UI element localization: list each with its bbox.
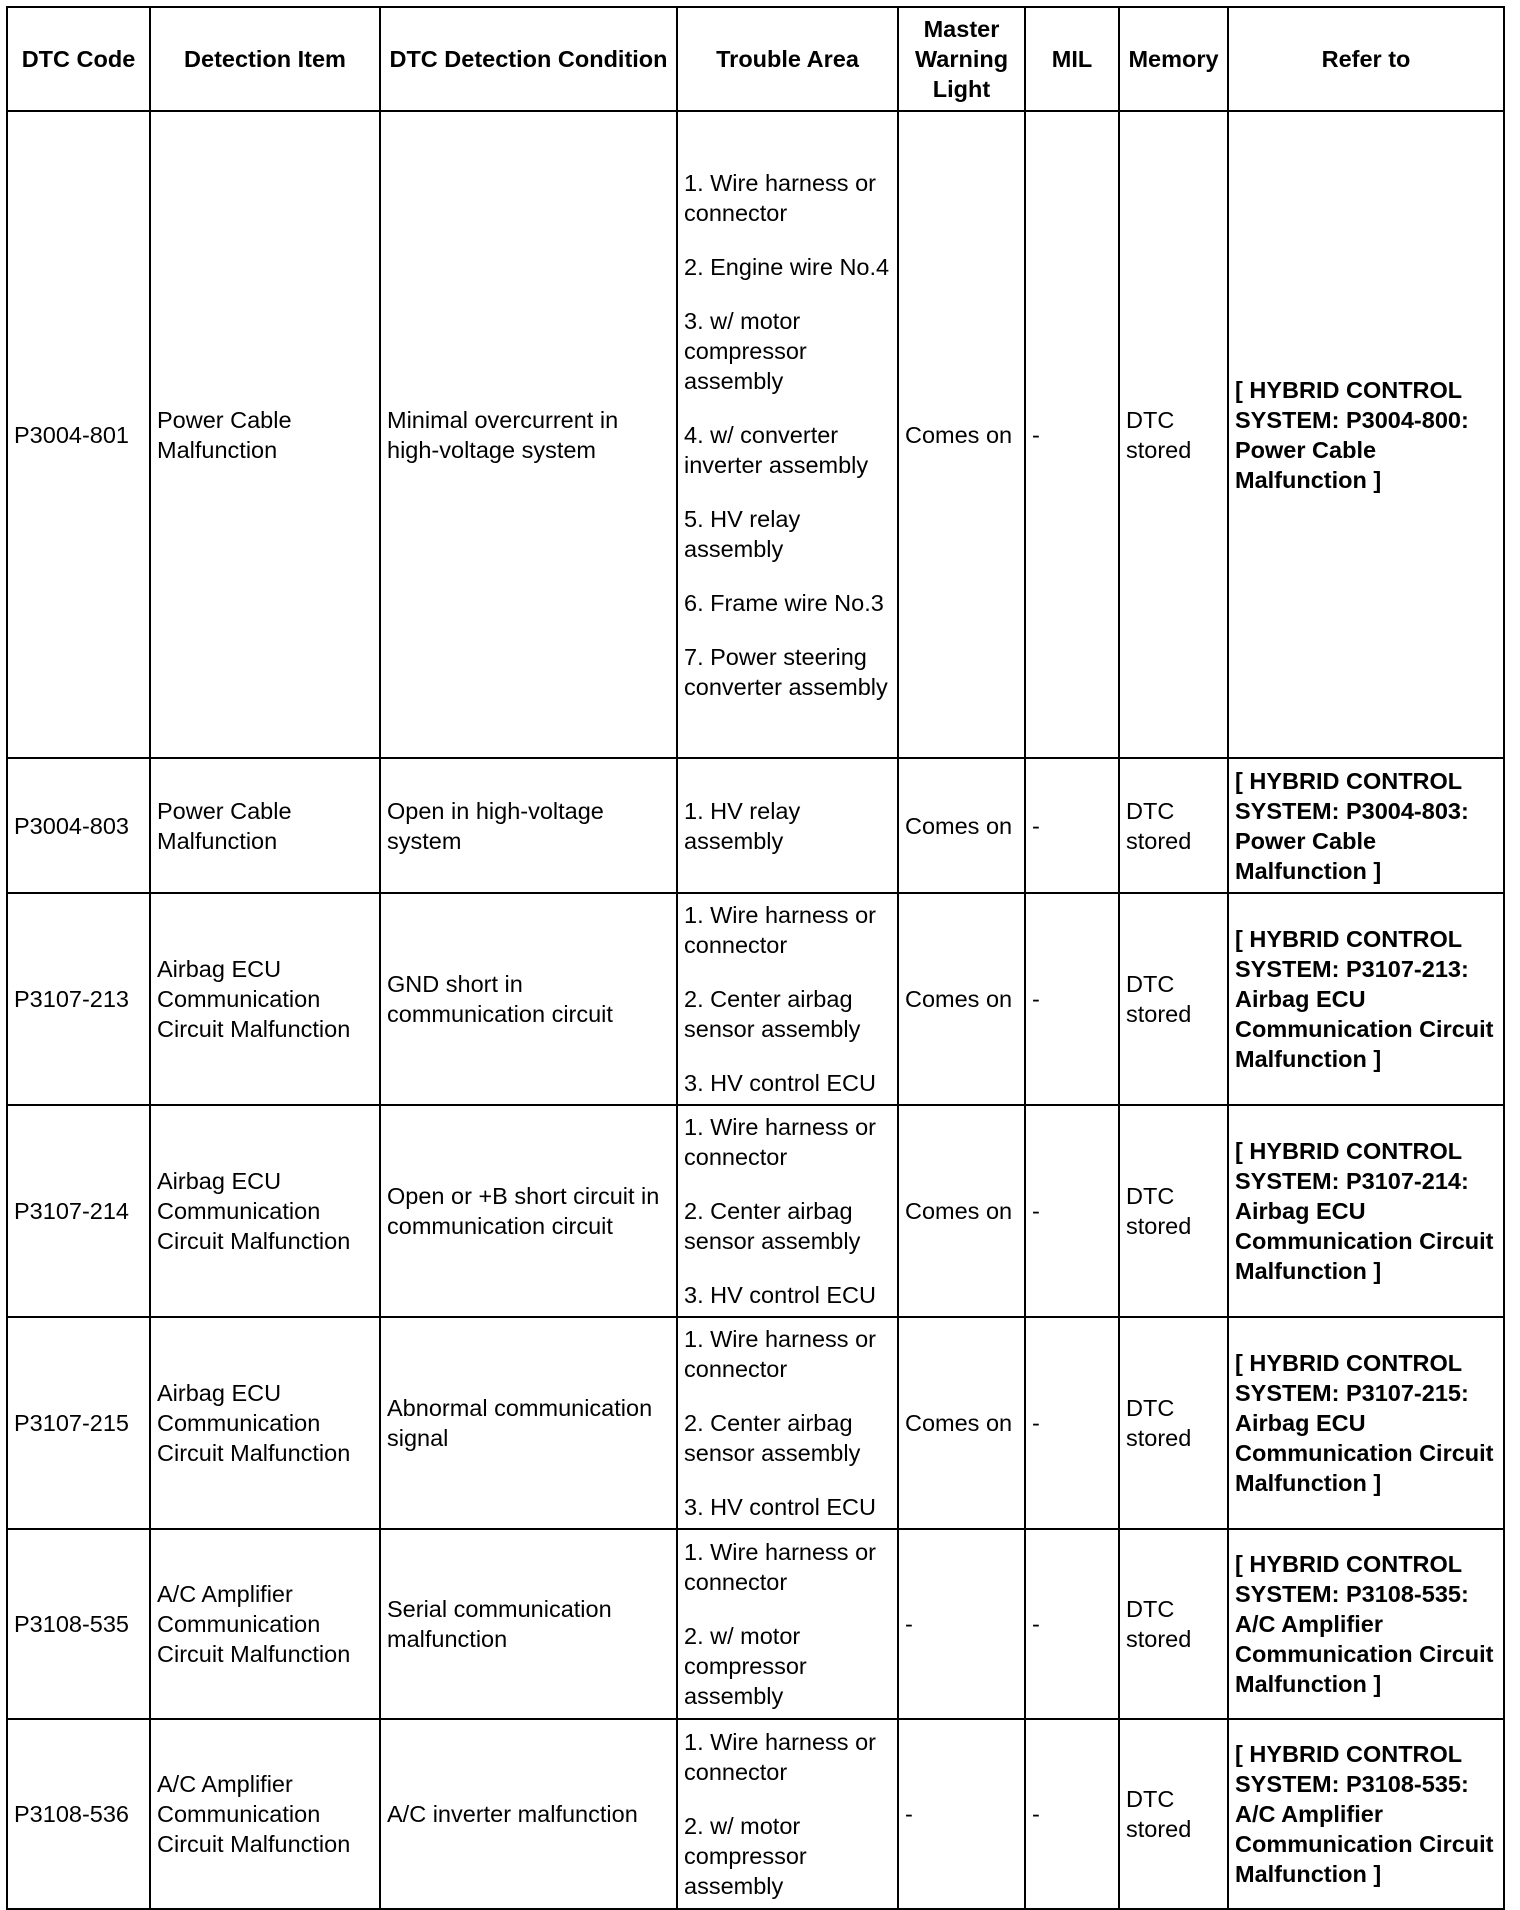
refer-to-cell: [ HYBRID CONTROL SYSTEM: P3108-535: A/C Amplifier Communication Circuit Malfunction ] bbox=[1228, 1529, 1504, 1719]
detection-condition-cell: Open or +B short circuit in communication circuit bbox=[380, 1105, 677, 1317]
dtc-table bbox=[6, 6, 1505, 1910]
mil-cell: - bbox=[1025, 893, 1119, 1105]
memory-cell: DTC stored bbox=[1119, 1105, 1228, 1317]
trouble-area-cell bbox=[677, 1105, 898, 1317]
trouble-area-item: 3. w/ motor compressor assembly bbox=[684, 307, 807, 394]
trouble-area-item: 1. Wire harness or connector bbox=[684, 169, 876, 226]
dtc-code-cell: P3108-536 bbox=[7, 1719, 150, 1909]
mil-cell: - bbox=[1025, 1719, 1119, 1909]
header-detection-item: Detection Item bbox=[150, 7, 380, 111]
detection-item-cell: Power Cable Malfunction bbox=[150, 111, 380, 758]
dtc-code-cell: P3107-214 bbox=[7, 1105, 150, 1317]
dtc-code-cell: P3107-213 bbox=[7, 893, 150, 1105]
detection-item-cell: Power Cable Malfunction bbox=[150, 758, 380, 893]
trouble-area-item: 1. Wire harness or connector bbox=[684, 1326, 876, 1382]
table-row bbox=[7, 1529, 1504, 1719]
detection-item-cell: A/C Amplifier Communication Circuit Malfunction bbox=[150, 1529, 380, 1719]
detection-item-cell: Airbag ECU Communication Circuit Malfunction bbox=[150, 893, 380, 1105]
trouble-area-cell bbox=[677, 758, 898, 893]
table-row bbox=[7, 1719, 1504, 1909]
trouble-area-item: 2. Center airbag sensor assembly bbox=[684, 1410, 861, 1466]
detection-item-cell: A/C Amplifier Communication Circuit Malfunction bbox=[150, 1719, 380, 1909]
memory-cell: DTC stored bbox=[1119, 111, 1228, 758]
refer-to-cell: [ HYBRID CONTROL SYSTEM: P3107-215: Airbag ECU Communication Circuit Malfunction ] bbox=[1228, 1317, 1504, 1529]
dtc-code-cell: P3004-801 bbox=[7, 111, 150, 758]
trouble-area-item: 1. Wire harness or connector bbox=[684, 902, 876, 958]
refer-to-cell: [ HYBRID CONTROL SYSTEM: P3107-213: Airbag ECU Communication Circuit Malfunction ] bbox=[1228, 893, 1504, 1105]
trouble-area-item: 1. HV relay assembly bbox=[684, 797, 801, 854]
dtc-code-cell: P3107-215 bbox=[7, 1317, 150, 1529]
trouble-area-item: 2. Center airbag sensor assembly bbox=[684, 1198, 861, 1254]
master-warning-light-cell: Comes on bbox=[898, 1317, 1025, 1529]
mil-cell: - bbox=[1025, 758, 1119, 893]
trouble-area-item: 2. w/ motor compressor assembly bbox=[684, 1623, 807, 1709]
memory-cell: DTC stored bbox=[1119, 1317, 1228, 1529]
header-memory: Memory bbox=[1119, 7, 1228, 111]
trouble-area-item: 3. HV control ECU bbox=[684, 1282, 876, 1308]
table-row bbox=[7, 758, 1504, 893]
trouble-area-item: 5. HV relay assembly bbox=[684, 505, 801, 562]
detection-item-cell: Airbag ECU Communication Circuit Malfunction bbox=[150, 1105, 380, 1317]
trouble-area-item: 3. HV control ECU bbox=[684, 1494, 876, 1520]
table-row bbox=[7, 1105, 1504, 1317]
master-warning-light-cell: - bbox=[898, 1719, 1025, 1909]
detection-condition-cell: Minimal overcurrent in high-voltage system bbox=[380, 111, 677, 758]
mil-cell: - bbox=[1025, 1529, 1119, 1719]
mil-cell: - bbox=[1025, 1105, 1119, 1317]
header-refer-to: Refer to bbox=[1228, 7, 1504, 111]
trouble-area-item: 1. Wire harness or connector bbox=[684, 1539, 876, 1595]
header-trouble-area: Trouble Area bbox=[677, 7, 898, 111]
trouble-area-item: 1. Wire harness or connector bbox=[684, 1729, 876, 1785]
mil-cell: - bbox=[1025, 1317, 1119, 1529]
dtc-code-cell: P3108-535 bbox=[7, 1529, 150, 1719]
header-row bbox=[7, 7, 1504, 111]
memory-cell: DTC stored bbox=[1119, 893, 1228, 1105]
trouble-area-item: 2. Center airbag sensor assembly bbox=[684, 986, 861, 1042]
trouble-area-cell bbox=[677, 111, 898, 758]
dtc-table-sheet bbox=[6, 6, 1505, 1910]
detection-condition-cell: GND short in communication circuit bbox=[380, 893, 677, 1105]
memory-cell: DTC stored bbox=[1119, 1529, 1228, 1719]
table-row bbox=[7, 893, 1504, 1105]
detection-condition-cell: A/C inverter malfunction bbox=[380, 1719, 677, 1909]
detection-condition-cell: Serial communication malfunction bbox=[380, 1529, 677, 1719]
master-warning-light-cell: Comes on bbox=[898, 893, 1025, 1105]
master-warning-light-cell: Comes on bbox=[898, 1105, 1025, 1317]
header-master-warning-light: Master Warning Light bbox=[898, 7, 1025, 111]
master-warning-light-cell: Comes on bbox=[898, 111, 1025, 758]
trouble-area-item: 3. HV control ECU bbox=[684, 1070, 876, 1096]
mil-cell: - bbox=[1025, 111, 1119, 758]
header-dtc-code: DTC Code bbox=[7, 7, 150, 111]
refer-to-cell: [ HYBRID CONTROL SYSTEM: P3004-800: Power Cable Malfunction ] bbox=[1228, 111, 1504, 758]
memory-cell: DTC stored bbox=[1119, 1719, 1228, 1909]
refer-to-cell: [ HYBRID CONTROL SYSTEM: P3004-803: Power Cable Malfunction ] bbox=[1228, 758, 1504, 893]
trouble-area-cell bbox=[677, 1529, 898, 1719]
detection-condition-cell: Open in high-voltage system bbox=[380, 758, 677, 893]
refer-to-cell: [ HYBRID CONTROL SYSTEM: P3107-214: Airbag ECU Communication Circuit Malfunction ] bbox=[1228, 1105, 1504, 1317]
table-row bbox=[7, 111, 1504, 758]
header-detection-condition: DTC Detection Condition bbox=[380, 7, 677, 111]
trouble-area-cell bbox=[677, 893, 898, 1105]
header-mil: MIL bbox=[1025, 7, 1119, 111]
dtc-code-cell: P3004-803 bbox=[7, 758, 150, 893]
master-warning-light-cell: Comes on bbox=[898, 758, 1025, 893]
trouble-area-item: 2. Engine wire No.4 bbox=[684, 253, 890, 280]
trouble-area-cell bbox=[677, 1317, 898, 1529]
refer-to-cell: [ HYBRID CONTROL SYSTEM: P3108-535: A/C Amplifier Communication Circuit Malfunction ] bbox=[1228, 1719, 1504, 1909]
trouble-area-item: 4. w/ converter inverter assembly bbox=[684, 421, 869, 478]
detection-item-cell: Airbag ECU Communication Circuit Malfunction bbox=[150, 1317, 380, 1529]
trouble-area-item: 7. Power steering converter assembly bbox=[684, 643, 888, 700]
master-warning-light-cell: - bbox=[898, 1529, 1025, 1719]
detection-condition-cell: Abnormal communication signal bbox=[380, 1317, 677, 1529]
memory-cell: DTC stored bbox=[1119, 758, 1228, 893]
table-row bbox=[7, 1317, 1504, 1529]
trouble-area-item: 2. w/ motor compressor assembly bbox=[684, 1813, 807, 1899]
trouble-area-item: 1. Wire harness or connector bbox=[684, 1114, 876, 1170]
trouble-area-cell bbox=[677, 1719, 898, 1909]
dtc-table-body bbox=[7, 111, 1504, 1909]
trouble-area-item: 6. Frame wire No.3 bbox=[684, 589, 884, 616]
